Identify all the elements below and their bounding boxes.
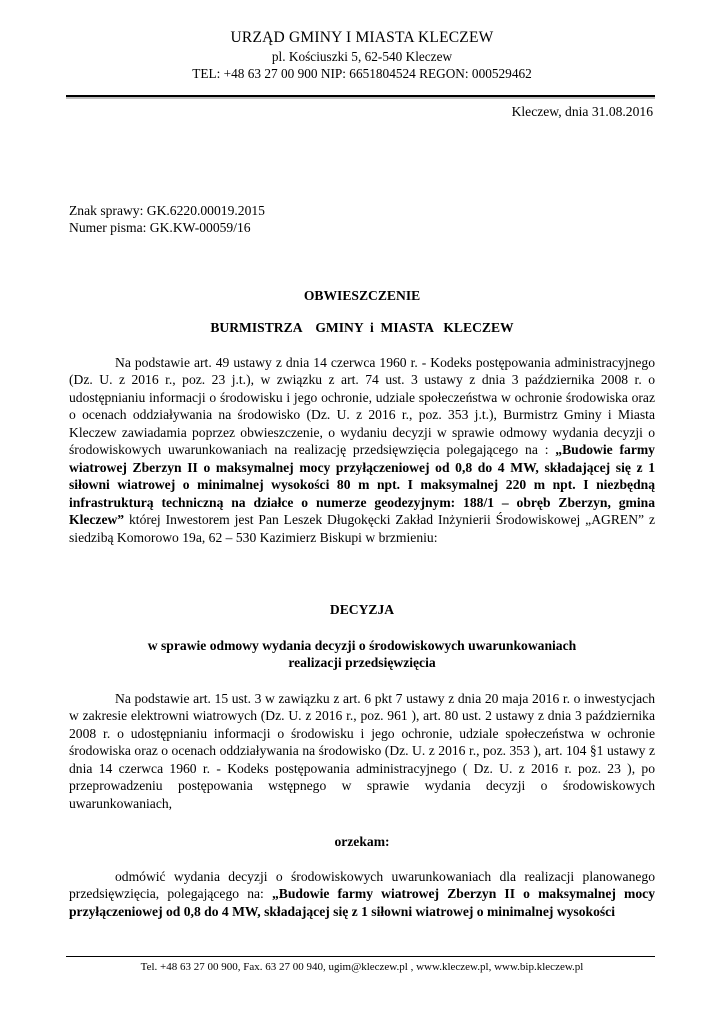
notice-issuer: BURMISTRZA GMINY i MIASTA KLECZEW bbox=[210, 320, 514, 335]
notice-paragraph bbox=[69, 354, 655, 546]
ruling-heading: orzekam: bbox=[334, 834, 390, 849]
decision-subtitle-line2: realizacji przedsięwzięcia bbox=[288, 655, 436, 670]
document-date: Kleczew, dnia 31.08.2016 bbox=[511, 104, 653, 119]
notice-text-b: której Inwestorem jest Pan Leszek Długokęcki Zakład Inżynierii Środowiskowej „AGREN” z siedzibą Komorowo 19a, 62 – 530 Kazimierz Biskupi w brzmieniu: bbox=[69, 512, 655, 545]
ruling-paragraph bbox=[69, 868, 655, 920]
decision-subtitle-line1: w sprawie odmowy wydania decyzji o środowiskowych uwarunkowaniach bbox=[147, 638, 577, 653]
notice-heading: OBWIESZCZENIE bbox=[303, 288, 421, 303]
letter-number: Numer pisma: GK.KW-00059/16 bbox=[69, 220, 251, 235]
office-address: pl. Kościuszki 5, 62-540 Kleczew bbox=[271, 49, 453, 64]
notice-text-a: Na podstawie art. 49 ustawy z dnia 14 czerwca 1960 r. - Kodeks postępowania administracyjnego (Dz. U. z 2016 r., poz. 23 j.t.), w związku z art. 74 ust. 3 ustawy z dnia 3 października 2008 r. o udostępnianiu informacji o środowisku i jego ochronie, udziale społeczeństwa w ochronie środowiska oraz o ocenach oddziaływania na środowisko (Dz. U. z 2016 r., poz. 353 j.t.), Burmistrz Gminy i Miasta Kleczew zawiadamia poprzez obwieszczenie, o wydaniu decyzji w sprawie odmowy wydania decyzji o środowiskowych uwarunkowaniach na realizację przedsięwzięcia polegającego na : bbox=[69, 355, 655, 458]
ruling-text: odmówić wydania decyzji o środowiskowych uwarunkowaniach dla realizacji planowanego przedsięwzięcia, polegającego na: bbox=[69, 869, 655, 902]
ruling-project-description: „Budowie farmy wiatrowej Zberzyn II o maksymalnej mocy przyłączeniowej od 0,8 do 4 MW, składającej się z 1 siłowni wiatrowej o minimalnej wysokości bbox=[69, 886, 655, 919]
office-contact: TEL: +48 63 27 00 900 NIP: 6651804524 REGON: 000529462 bbox=[192, 66, 532, 81]
legal-basis-paragraph bbox=[69, 690, 655, 812]
legal-basis-text: Na podstawie art. 15 ust. 3 w zawiązku z art. 6 pkt 7 ustawy z dnia 20 maja 2016 r. o inwestycjach w zakresie elektrowni wiatrowych (Dz. U. z 2016 r., poz. 961 ), art. 80 ust. 2 ustawy z dnia 3 października 2008 r. o udostępnianiu informacji o środowisku i jego ochronie, udziale społeczeństwa w ochronie środowiska oraz o ocenach oddziaływania na środowisko (Dz. U. z 2016 r., poz. 353 ), art. 104 §1 ustawy z dnia 14 czerwca 1960 r. - Kodeks postępowania administracyjnego ( Dz. U. z 2016 r. poz. 23 ), po przeprowadzeniu postępowania wstępnego w sprawie wydania decyzji o środowiskowych uwarunkowaniach, bbox=[69, 691, 655, 811]
case-reference: Znak sprawy: GK.6220.00019.2015 bbox=[69, 203, 265, 218]
footer-divider bbox=[66, 956, 655, 957]
office-title: URZĄD GMINY I MIASTA KLECZEW bbox=[230, 29, 494, 46]
project-description: „Budowie farmy wiatrowej Zberzyn II o maksymalnej mocy przyłączeniowej od 0,8 do 4 MW, składającej się z 1 siłowni wiatrowej o minimalnej wysokości 80 m npt. I maksymalnej 220 m npt. I niezbędną infrastrukturą techniczną na działce o numerze geodezyjnym: 188/1 – obręb Zberzyn, gmina Kleczew” bbox=[69, 442, 655, 528]
decision-heading: DECYZJA bbox=[329, 602, 395, 617]
footer-contact: Tel. +48 63 27 00 900, Fax. 63 27 00 940, ugim@kleczew.pl , www.kleczew.pl, www.bip.kleczew.pl bbox=[140, 961, 584, 973]
header-divider bbox=[66, 95, 655, 97]
